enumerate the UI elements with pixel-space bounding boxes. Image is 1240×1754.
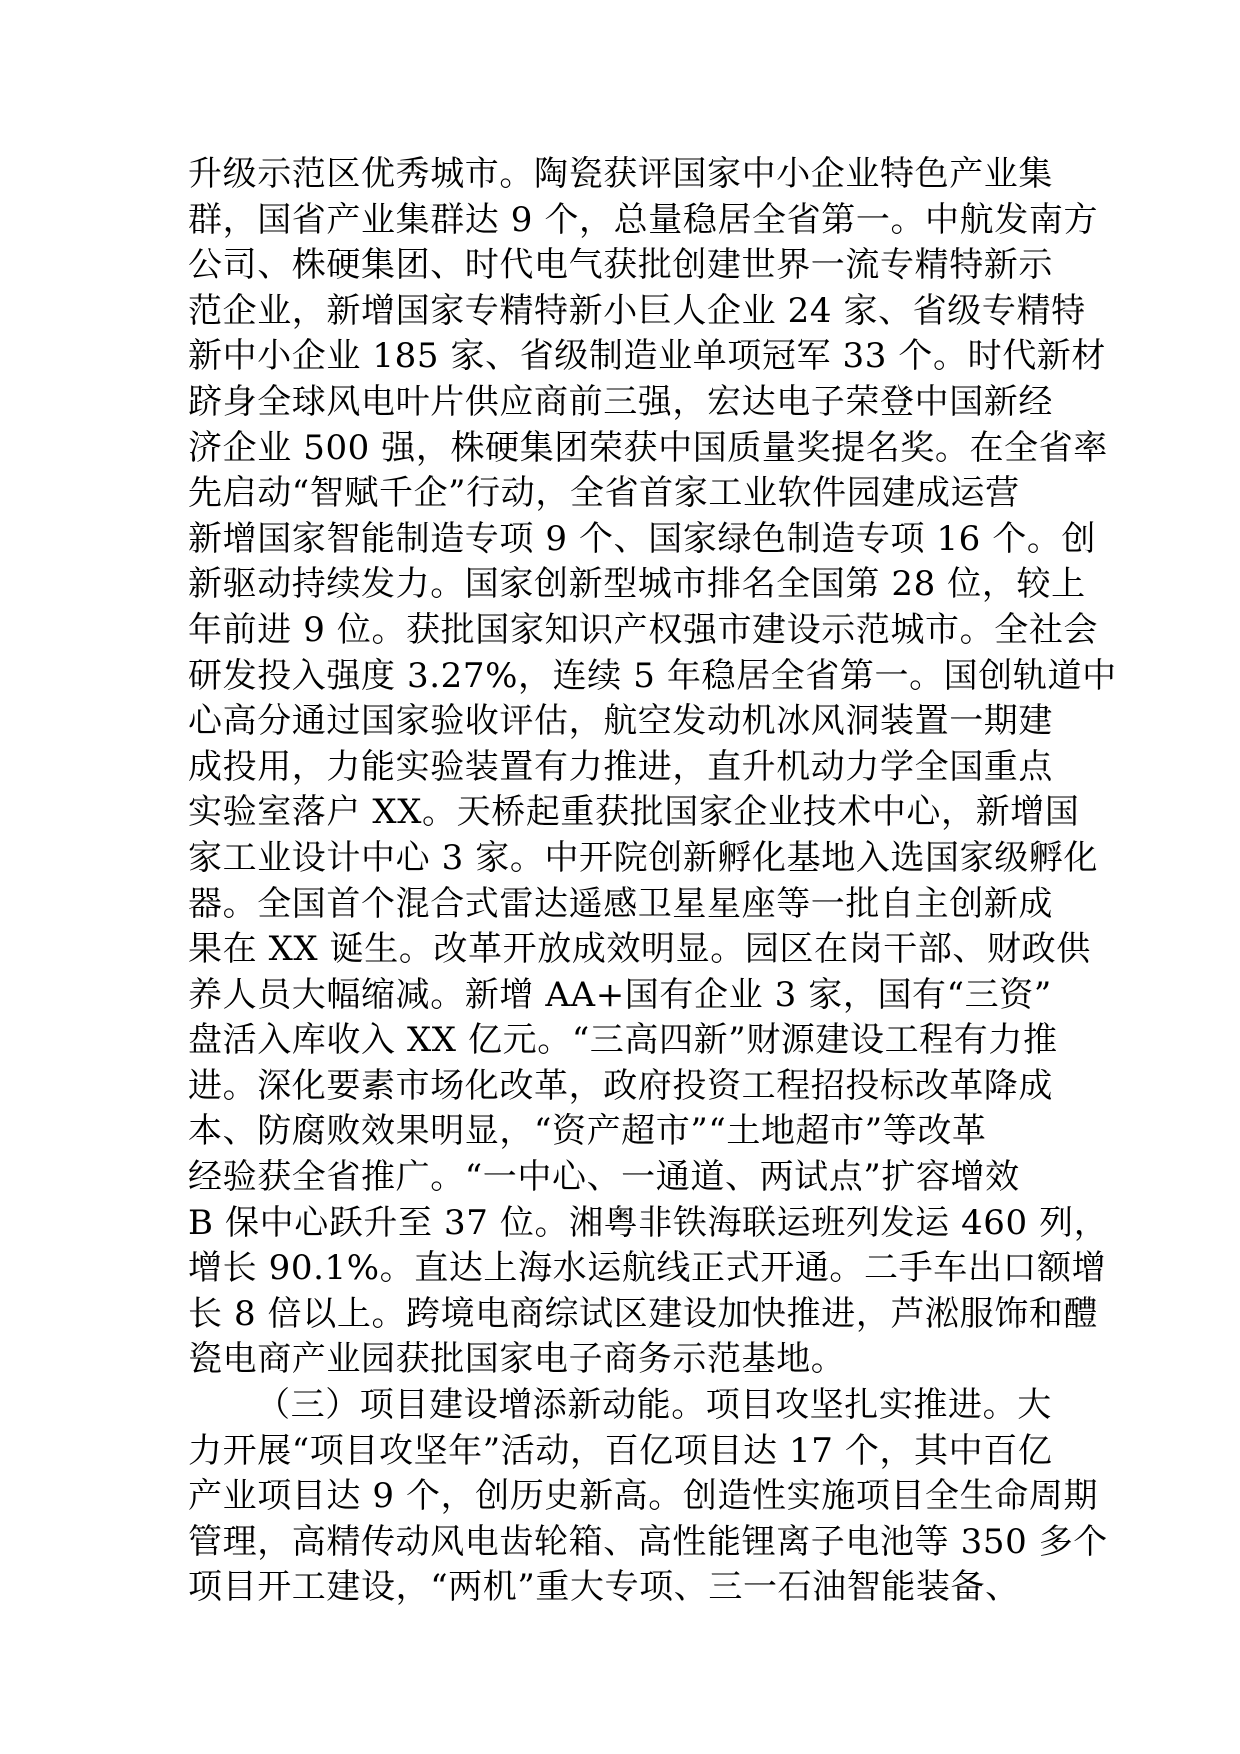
text-line: 管理，高精传动风电齿轮箱、高性能锂离子电池等 350 多个 bbox=[188, 1521, 1108, 1562]
text-line: 范企业，新增国家专精特新小巨人企业 24 家、省级专精特 bbox=[188, 290, 1086, 331]
text-line: 群，国省产业集群达 9 个，总量稳居全省第一。中航发南方 bbox=[188, 199, 1099, 240]
text-line: 产业项目达 9 个，创历史新高。创造性实施项目全生命周期 bbox=[188, 1476, 1099, 1517]
text-line: 公司、株硬集团、时代电气获批创建世界一流专精特新示 bbox=[188, 245, 1053, 286]
text-line: 项目开工建设，“两机”重大专项、三一石油智能装备、 bbox=[188, 1567, 1020, 1608]
text-line: 果在 XX 诞生。改革开放成效明显。园区在岗干部、财政供 bbox=[188, 929, 1091, 970]
text-line: 年前进 9 位。获批国家知识产权强市建设示范城市。全社会 bbox=[188, 609, 1099, 650]
text-line: 进。深化要素市场化改革，政府投资工程招投标改革降成 bbox=[188, 1065, 1053, 1106]
text-line: 器。全国首个混合式雷达遥感卫星星座等一批自主创新成 bbox=[188, 883, 1053, 924]
text-line: 新增国家智能制造专项 9 个、国家绿色制造专项 16 个。创 bbox=[188, 518, 1097, 559]
text-line: 新中小企业 185 家、省级制造业单项冠军 33 个。时代新材 bbox=[188, 336, 1106, 377]
text-line: 成投用，力能实验装置有力推进，直升机动力学全国重点 bbox=[188, 746, 1053, 787]
text-line: 实验室落户 XX。天桥起重获批国家企业技术中心，新增国 bbox=[188, 792, 1080, 833]
text-line: 研发投入强度 3.27%，连续 5 年稳居全省第一。国创轨道中 bbox=[188, 655, 1117, 696]
body-text bbox=[188, 152, 1117, 1611]
text-line: 新驱动持续发力。国家创新型城市排名全国第 28 位，较上 bbox=[188, 564, 1086, 605]
text-line: 先启动“智赋千企”行动，全省首家工业软件园建成运营 bbox=[188, 473, 1020, 514]
text-line: 增长 90.1%。直达上海水运航线正式开通。二手车出口额增 bbox=[188, 1248, 1107, 1289]
text-line: 力开展“项目攻坚年”活动，百亿项目达 17 个，其中百亿 bbox=[188, 1430, 1053, 1471]
text-line: 济企业 500 强，株硬集团荣获中国质量奖提名奖。在全省率 bbox=[188, 427, 1108, 468]
section-heading-line: （三）项目建设增添新动能。项目攻坚扎实推进。大 bbox=[256, 1385, 1052, 1426]
text-line: 跻身全球风电叶片供应商前三强，宏达电子荣登中国新经 bbox=[188, 381, 1053, 422]
text-line: 家工业设计中心 3 家。中开院创新孵化基地入选国家级孵化 bbox=[188, 837, 1099, 878]
text-line: 长 8 倍以上。跨境电商综试区建设加快推进，芦淞服饰和醴 bbox=[188, 1293, 1099, 1334]
text-line: 升级示范区优秀城市。陶瓷获评国家中小企业特色产业集 bbox=[188, 154, 1053, 194]
text-line: B 保中心跃升至 37 位。湘粤非铁海联运班列发运 460 列， bbox=[188, 1202, 1109, 1243]
text-line: 养人员大幅缩减。新增 AA+国有企业 3 家，国有“三资” bbox=[188, 974, 1052, 1015]
text-line: 心高分通过国家验收评估，航空发动机冰风洞装置一期建 bbox=[188, 701, 1053, 742]
text-line: 瓷电商产业园获批国家电子商务示范基地。 bbox=[188, 1339, 846, 1380]
text-line: 盘活入库收入 XX 亿元。“三高四新”财源建设工程有力推 bbox=[188, 1020, 1058, 1061]
text-line: 本、防腐败效果明显，“资产超市”“土地超市”等改革 bbox=[188, 1111, 987, 1152]
text-line: 经验获全省推广。“一中心、一通道、两试点”扩容增效 bbox=[188, 1157, 1020, 1198]
